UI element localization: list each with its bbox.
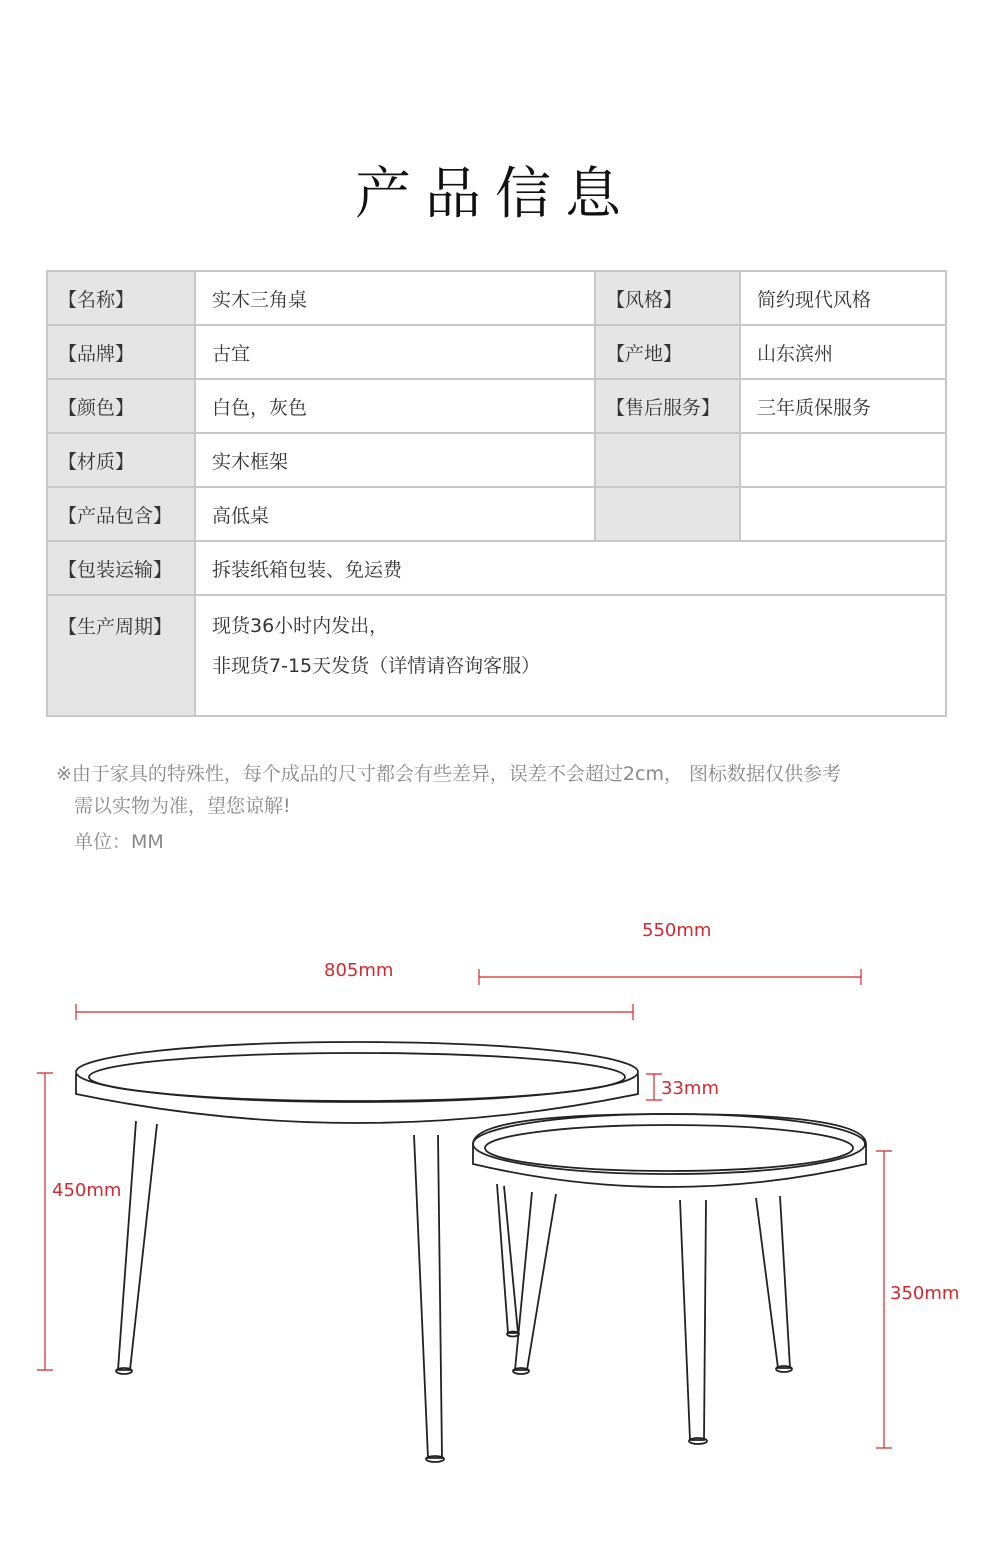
brand-value: 古宜 — [195, 325, 595, 379]
small-width-line — [479, 969, 861, 985]
production-line-2: 非现货7-15天发货（详情请咨询客服） — [212, 655, 541, 677]
table-row — [47, 541, 946, 595]
service-value: 三年质保服务 — [740, 379, 946, 433]
big-width-line — [76, 1004, 633, 1020]
page-title: 产品信息 — [355, 162, 635, 227]
big-height-label: 450mm — [52, 1180, 122, 1201]
contents-label: 【产品包含】 — [47, 487, 195, 541]
small-table-leg-left — [515, 1192, 556, 1370]
small-table-leg-front — [680, 1200, 706, 1440]
origin-label: 【产地】 — [595, 325, 740, 379]
production-line-1: 现货36小时内发出， — [212, 615, 389, 637]
color-value: 白色，灰色 — [195, 379, 595, 433]
material-value: 实木框架 — [195, 433, 595, 487]
material-label: 【材质】 — [47, 433, 195, 487]
origin-value: 山东滨州 — [740, 325, 946, 379]
service-label: 【售后服务】 — [595, 379, 740, 433]
production-label: 【生产周期】 — [47, 595, 195, 716]
big-table-top-inner — [89, 1053, 625, 1101]
big-table-leg-left — [118, 1121, 157, 1370]
small-table-foot — [776, 1366, 792, 1372]
note-line-2: 需以实物为准，望您谅解! — [74, 795, 291, 817]
table-row — [47, 433, 946, 487]
big-table-foot — [116, 1368, 132, 1374]
table-row — [47, 379, 946, 433]
shipping-value: 拆装纸箱包装、免运费 — [195, 541, 946, 595]
table-row — [47, 595, 946, 716]
disclaimer-note — [56, 758, 841, 858]
big-table-foot — [426, 1456, 444, 1462]
production-value — [195, 595, 946, 716]
shipping-label: 【包装运输】 — [47, 541, 195, 595]
small-table-foot — [513, 1368, 529, 1374]
brand-label: 【品牌】 — [47, 325, 195, 379]
name-label: 【名称】 — [47, 271, 195, 325]
small-table-foot — [689, 1438, 707, 1444]
color-label: 【颜色】 — [47, 379, 195, 433]
big-width-label: 805mm — [324, 960, 394, 981]
small-table-drawing — [473, 1114, 866, 1444]
style-value: 简约现代风格 — [740, 271, 946, 325]
spec-table — [46, 270, 947, 717]
small-table-leg-back — [497, 1184, 518, 1333]
thickness-line — [646, 1074, 662, 1100]
empty-value-cell — [740, 433, 946, 487]
big-height-line — [37, 1073, 53, 1370]
empty-label-cell — [595, 433, 740, 487]
dimension-lines — [37, 969, 892, 1448]
small-table-leg-right — [756, 1196, 790, 1368]
big-table-leg-front — [414, 1135, 442, 1458]
big-table-drawing — [76, 1042, 638, 1462]
table-dimension-diagram — [0, 880, 990, 1480]
empty-label-cell — [595, 487, 740, 541]
table-row — [47, 271, 946, 325]
small-width-label: 550mm — [642, 920, 712, 941]
empty-value-cell — [740, 487, 946, 541]
thickness-label: 33mm — [661, 1078, 719, 1099]
table-row — [47, 325, 946, 379]
style-label: 【风格】 — [595, 271, 740, 325]
name-value: 实木三角桌 — [195, 271, 595, 325]
small-height-label: 350mm — [890, 1283, 960, 1304]
big-table-top-rim — [76, 1074, 638, 1123]
note-line-1: ※由于家具的特殊性，每个成品的尺寸都会有些差异，误差不会超过2cm， 图标数据仅供参考 — [56, 763, 842, 785]
contents-value: 高低桌 — [195, 487, 595, 541]
table-row — [47, 487, 946, 541]
unit-label: 单位：MM — [74, 831, 164, 853]
small-table-foot — [507, 1332, 519, 1337]
